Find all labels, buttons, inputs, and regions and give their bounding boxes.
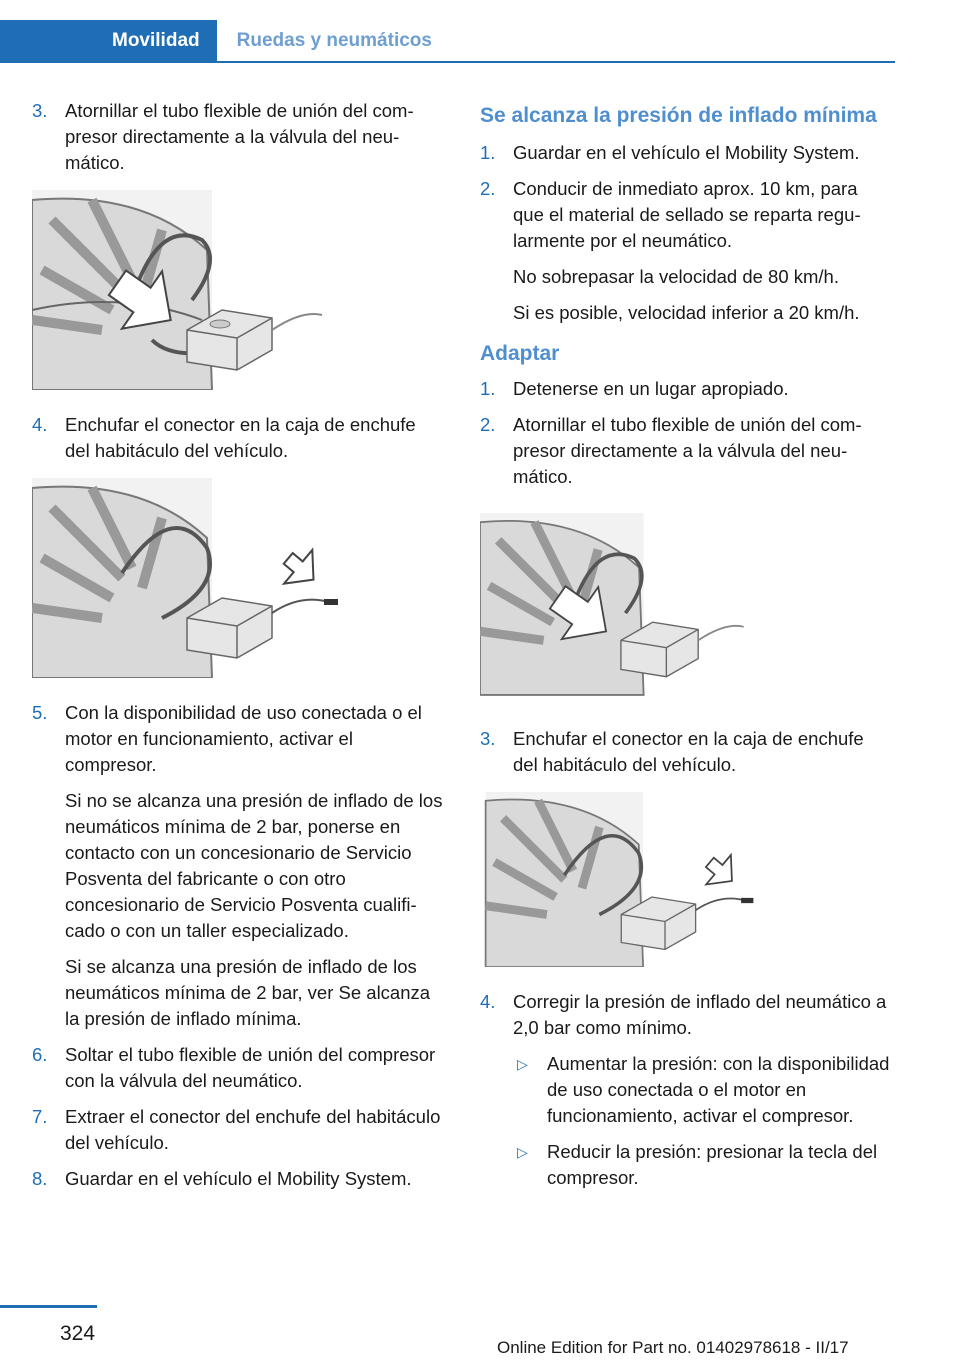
bullet-text: Aumentar la presión: con la disponibilidad de uso conectada o el motor en funcionamiento, activar el compresor. [547, 1053, 890, 1126]
step-number: 4. [480, 991, 496, 1012]
step-left-6 [32, 1042, 444, 1094]
step-left-3 [32, 98, 444, 176]
connector-socket-figure [32, 478, 362, 678]
step-text: Extraer el conector del enchufe del habitáculo del vehículo. [65, 1106, 441, 1153]
step-text: Enchufar el conector en la caja de enchufe del habitáculo del vehículo. [513, 728, 864, 775]
step-adaptar-2 [480, 412, 892, 490]
page-number: 324 [60, 1322, 96, 1345]
compressor-valve-figure [32, 190, 362, 390]
step-text: Guardar en el vehículo el Mobility System. [65, 1168, 412, 1189]
step-text: Con la disponibilidad de uso conectada o el motor en funcionamiento, activar el compresor. [65, 702, 422, 775]
triangle-bullet-icon: ▷ [517, 1144, 528, 1160]
step-number: 7. [32, 1106, 48, 1127]
step-number: 3. [32, 100, 48, 121]
step-left-7 [32, 1104, 444, 1156]
step-text: Conducir de inmediato aprox. 10 km, para que el material de sellado se reparta regularmente por el neumático. [513, 178, 861, 251]
step-number: 4. [32, 414, 48, 435]
bullet-increase-pressure [513, 1051, 892, 1129]
step-adaptar-4 [480, 989, 892, 1191]
step-text: No sobrepasar la velocidad de 80 km/h. [513, 266, 839, 287]
connector-socket-figure [480, 792, 780, 967]
bullet-text: Reducir la presión: presionar la tecla del compresor. [547, 1141, 878, 1188]
compressor-valve-figure [480, 504, 780, 704]
step-number: 1. [480, 378, 496, 399]
tab-movilidad[interactable]: Movilidad [0, 20, 217, 62]
section-tabs [0, 20, 452, 62]
step-number: 3. [480, 728, 496, 749]
step-text: Atornillar el tubo flexible de unión del compresor directamente a la válvula del neumático. [65, 100, 414, 173]
section-heading-min-pressure: Se alcanza la presión de inflado mínima [480, 104, 877, 127]
step-text: Atornillar el tubo flexible de unión del compresor directamente a la válvula del neumático. [513, 414, 862, 487]
right-column [480, 104, 892, 1201]
step-text: Si se alcanza una presión de inflado de los neumáticos mínima de 2 bar, ver Se alcanza la presión de inflado mínima. [65, 956, 431, 1029]
step-text: Si no se alcanza una presión de inflado de los neumáticos mínima de 2 bar, ponerse en contacto con un concesionario de Servicio Posventa del fabricante o con otro concesionario de Servicio Posventa cualificado o con un taller especializado. [65, 790, 443, 941]
step-number: 2. [480, 414, 496, 435]
header-rule [0, 61, 895, 63]
tab-ruedas[interactable]: Ruedas y neumáticos [236, 30, 432, 51]
step-text: Si es posible, velocidad inferior a 20 km/h. [513, 302, 860, 323]
step-text: Guardar en el vehículo el Mobility System. [513, 142, 860, 163]
step-number: 8. [32, 1168, 48, 1189]
left-column [32, 98, 444, 1202]
section-heading-adaptar: Adaptar [480, 342, 560, 365]
step-adaptar-1 [480, 376, 892, 402]
step-text: Enchufar el conector en la caja de enchufe del habitáculo del vehículo. [65, 414, 416, 461]
step-right-2 [480, 176, 892, 326]
step-text: Detenerse en un lugar apropiado. [513, 378, 789, 399]
triangle-bullet-icon: ▷ [517, 1056, 528, 1072]
step-text: Corregir la presión de inflado del neumático a 2,0 bar como mínimo. [513, 991, 887, 1038]
step-left-5 [32, 700, 444, 1032]
step-number: 5. [32, 702, 48, 723]
step-text: Soltar el tubo flexible de unión del compresor con la válvula del neumático. [65, 1044, 436, 1091]
step-number: 6. [32, 1044, 48, 1065]
step-left-4 [32, 412, 444, 464]
step-left-8 [32, 1166, 444, 1192]
step-right-1 [480, 140, 892, 166]
step-adaptar-3 [480, 726, 892, 778]
footer-rule [0, 1305, 97, 1308]
step-number: 1. [480, 142, 496, 163]
bullet-reduce-pressure [513, 1139, 892, 1191]
edition-note: Online Edition for Part no. 01402978618 - II/17 [497, 1338, 849, 1357]
step-number: 2. [480, 178, 496, 199]
